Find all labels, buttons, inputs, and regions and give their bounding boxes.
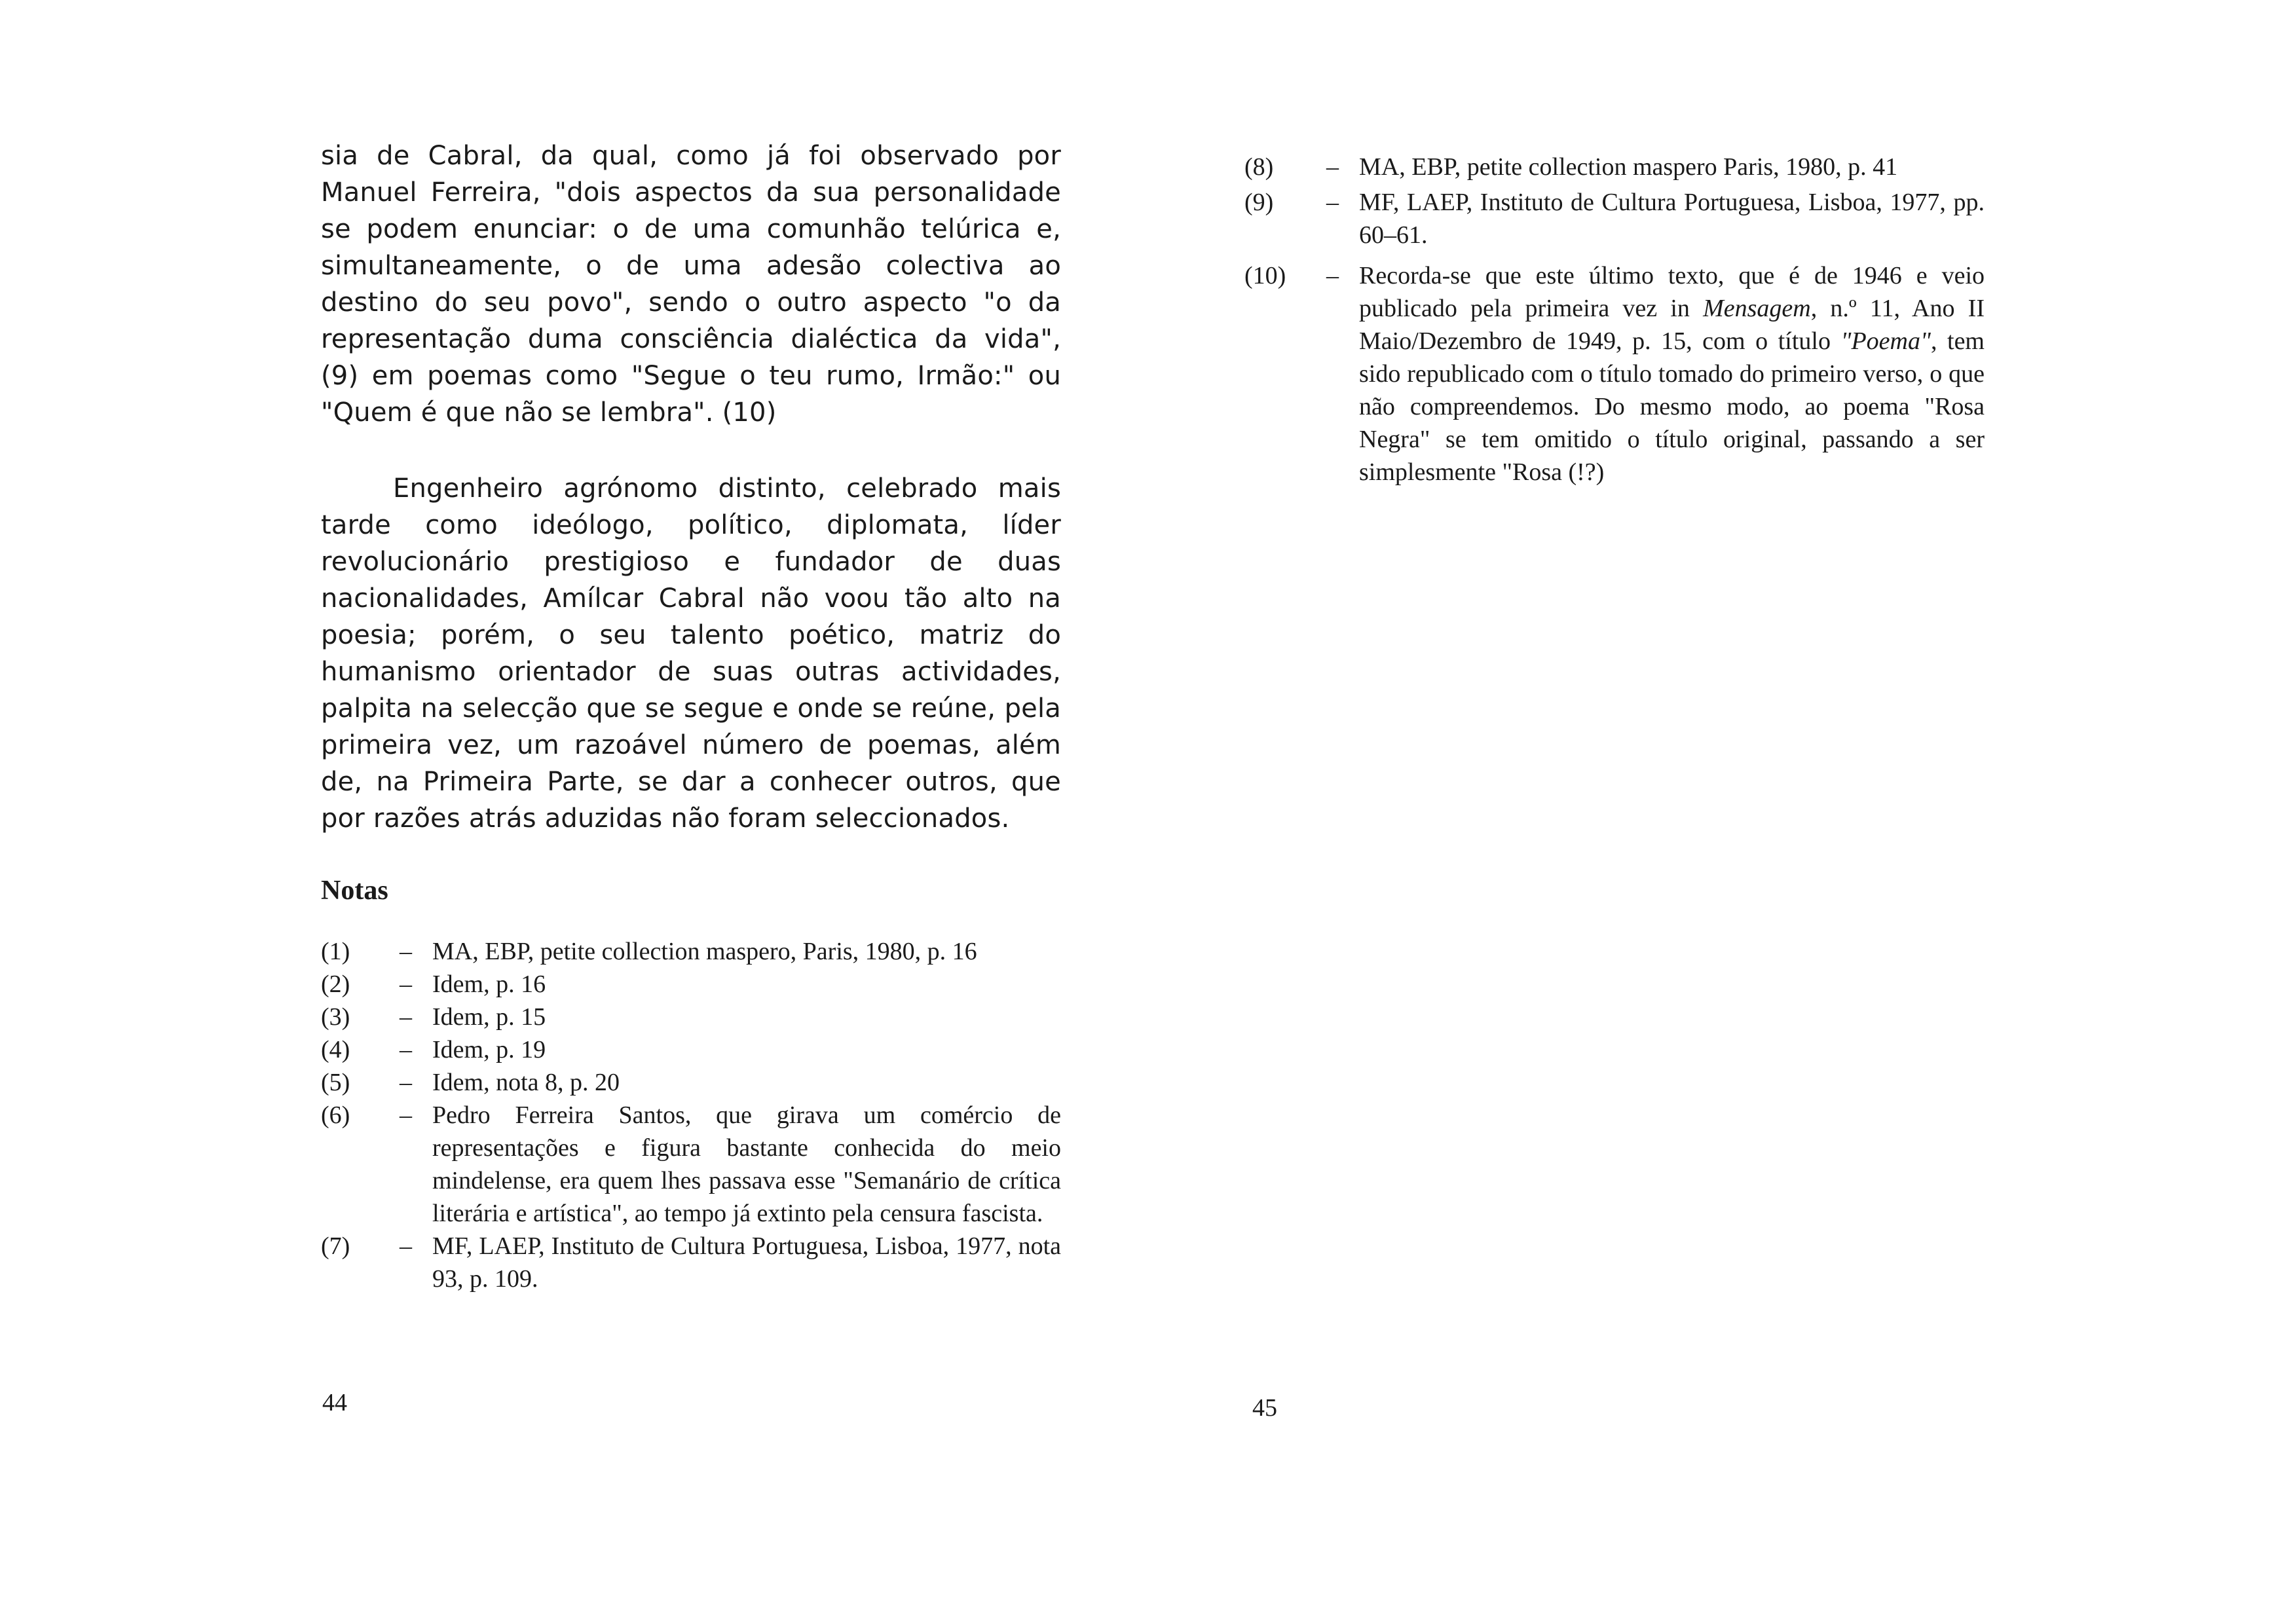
note-number: (9) (1244, 189, 1274, 216)
note-3 (321, 1001, 1061, 1033)
note-dash: – (400, 1003, 412, 1031)
note-text (1359, 259, 1985, 489)
note-dash: – (1326, 262, 1339, 289)
note-6 (321, 1099, 1061, 1230)
note-text: Idem, p. 15 (432, 1003, 546, 1031)
body-paragraph-1: sia de Cabral, da qual, como já foi observado por Manuel Ferreira, "dois aspectos da sua personalidade se podem enunciar: o de uma comunhão telúrica e, simultaneamente, o de uma adesão colectiva ao destino do seu povo", sendo o outro aspecto "o da representação duma consciência dialéctica da vida", (9) em poemas como "Segue o teu rumo, Irmão:" ou "Quem é que não se lembra". (10) (321, 141, 1061, 428)
note-number: (8) (1244, 153, 1274, 181)
notes-list-right (1244, 151, 1985, 489)
left-page (321, 138, 1061, 1295)
note-8 (1244, 151, 1985, 183)
note-text-part: , n.º 11, Ano II Maio/Dezembro de 1949, p. 15, com o título (1359, 295, 1985, 355)
note-dash: – (400, 970, 412, 998)
note-text: Pedro Ferreira Santos, que girava um comércio de representações e figura bastante conhecida do meio mindelense, era quem lhes passava esse "Semanário de crítica literária e artística", ao tempo já extinto pela censura fascista. (432, 1101, 1061, 1227)
note-number: (7) (321, 1232, 350, 1260)
note-dash: – (400, 1069, 412, 1096)
note-text: MF, LAEP, Instituto de Cultura Portuguesa, Lisboa, 1977, pp. 60–61. (1359, 189, 1985, 249)
note-5 (321, 1066, 1061, 1099)
note-text: Idem, nota 8, p. 20 (432, 1069, 620, 1096)
note-text: MF, LAEP, Instituto de Cultura Portuguesa, Lisboa, 1977, nota 93, p. 109. (432, 1232, 1061, 1293)
note-text: MA, EBP, petite collection maspero, Paris, 1980, p. 16 (432, 938, 977, 965)
page-number-right: 45 (1252, 1394, 1277, 1422)
note-2 (321, 968, 1061, 1001)
poem-title: "Poema" (1840, 327, 1931, 355)
note-7 (321, 1230, 1061, 1295)
note-9 (1244, 186, 1985, 251)
body-paragraph-2: Engenheiro agrónomo distinto, celebrado mais tarde como ideólogo, político, diplomata, líder revolucionário prestigioso e fundador de duas nacionalidades, Amílcar Cabral não voou tão alto na poesia; porém, o seu talento poético, matriz do humanismo orientador de suas outras actividades, palpita na selecção que se segue e onde se reúne, pela primeira vez, um razoável número de poemas, além de, na Primeira Parte, se dar a conhecer outros, que por razões atrás aduzidas não foram seleccionados. (321, 473, 1061, 834)
note-number: (1) (321, 938, 350, 965)
note-dash: – (1326, 189, 1339, 216)
note-text-part: , tem sido republicado com o título tomado do primeiro verso, o que não compreendemos. Do mesmo modo, ao poema "Rosa Negra" se tem omitido o título original, passando a ser simplesmente "Rosa (!?) (1359, 327, 1985, 486)
publication-title: Mensagem (1703, 295, 1811, 322)
note-dash: – (400, 1036, 412, 1063)
note-number: (6) (321, 1101, 350, 1129)
right-page (1244, 151, 1985, 491)
note-text-part: Recorda-se que este último texto, que é de 1946 e veio publicado pela primeira vez in (1359, 262, 1985, 322)
note-text: MA, EBP, petite collection maspero Paris, 1980, p. 41 (1359, 153, 1898, 181)
notes-list-left (321, 935, 1061, 1295)
note-1 (321, 935, 1061, 968)
note-number: (3) (321, 1003, 350, 1031)
note-number: (5) (321, 1069, 350, 1096)
note-number: (10) (1244, 262, 1286, 289)
note-dash: – (400, 938, 412, 965)
note-dash: – (400, 1101, 412, 1129)
note-number: (2) (321, 970, 350, 998)
notes-heading: Notas (321, 876, 388, 906)
note-dash: – (1326, 153, 1339, 181)
note-text: Idem, p. 16 (432, 970, 546, 998)
note-number: (4) (321, 1036, 350, 1063)
page-number-left: 44 (322, 1389, 347, 1416)
note-10 (1244, 259, 1985, 489)
note-dash: – (400, 1232, 412, 1260)
note-text: Idem, p. 19 (432, 1036, 546, 1063)
note-4 (321, 1033, 1061, 1066)
